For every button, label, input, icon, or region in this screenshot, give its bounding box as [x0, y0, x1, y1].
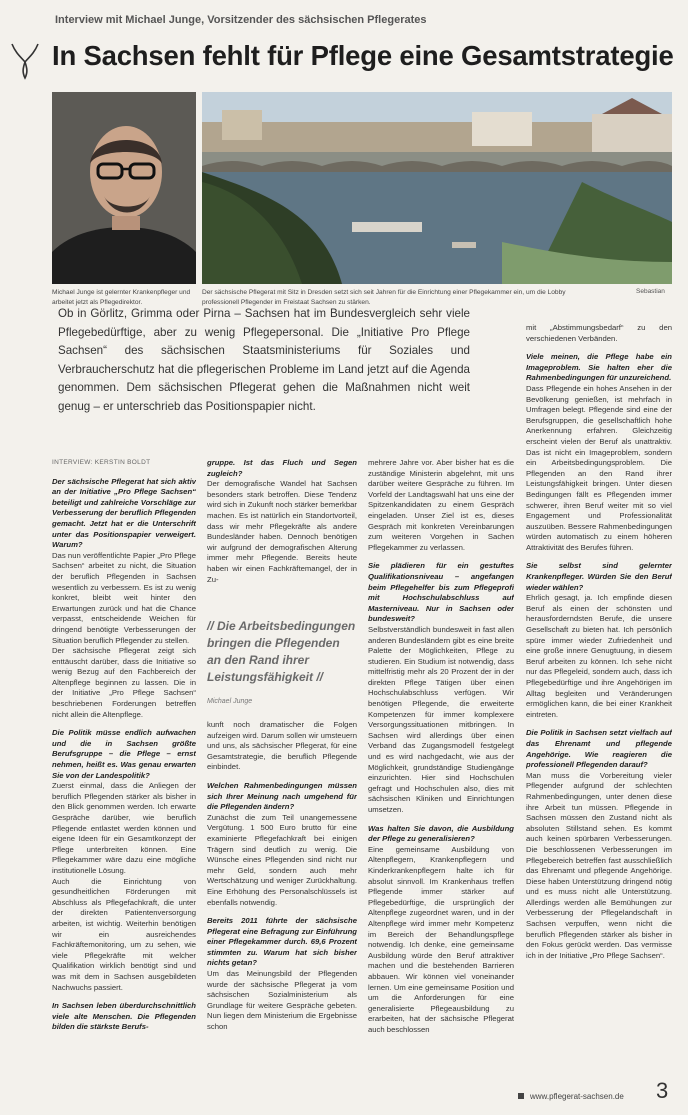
- interview-question: Welchen Rahmenbedingungen müssen sich Ihrer Meinung nach umgehend für die Pflegenden ändern?: [207, 780, 357, 812]
- portrait-photo: [52, 92, 196, 284]
- interview-answer: Auch die Einrichtung von gesundheitlichen Förderungen mit Abschluss als Pflegefachkraft, die unter der direkten Patientenversorgung arbeiten, ist wichtig. Weiterhin benötigen wir ein ausreichendes Fachkräftemonitoring, um zu sehen, wie viele Pflegekräfte mit welcher Qualifikation wirklich benötigt sind und was mit dem in Sachsen ausgebildeten Nachwuchs passiert.: [52, 876, 196, 992]
- interview-question: Bereits 2011 führte der sächsische Pflegerat eine Befragung zur Einführung einer Pflegekammer durch. 69,6 Prozent stimmten zu. Warum hat sich bisher nichts getan?: [207, 916, 357, 968]
- pull-quote-source: Michael Junge: [207, 698, 253, 705]
- article-column-2-continued: [207, 720, 357, 1090]
- interview-question: Die Politik müsse endlich aufwachen und die in Sachsen größte Berufsgruppe – die Pflege – ernst nehmen, heißt es. Was genau erwarten Sie von der Landespolitik?: [52, 728, 196, 780]
- interview-question: Die Politik in Sachsen setzt vielfach auf das Ehrenamt und pflegende Angehörige. Wie reagieren die professionell Pflegenden darauf?: [526, 728, 672, 770]
- article-column-4: [526, 323, 672, 1083]
- footer-url[interactable]: www.pflegerat-sachsen.de: [530, 1092, 624, 1101]
- dresden-caption: Der sächsische Pflegerat mit Sitz in Dresden setzt sich seit Jahren für die Einrichtung einer Pflegekammer ein, um die Lobby professionell Pflegender im Freistaat Sachsen zu stärken.: [202, 289, 566, 306]
- page-headline: In Sachsen fehlt für Pflege eine Gesamtstrategie: [52, 40, 674, 71]
- interview-answer: mit „Abstimmungsbedarf“ zu den verschiedenen Verbänden.: [526, 323, 672, 343]
- interview-question: Sie selbst sind gelernter Krankenpfleger. Würden Sie den Beruf wieder wählen?: [526, 561, 672, 592]
- interview-answer: Der demografische Wandel hat Sachsen besonders stark betroffen. Diese Tendenz wird sich in Zukunft noch stärker bemerkbar machen. Es ist natürlich ein Standortvorteil, dass wir mehr Pflegekräfte als andere Bundesländer haben. Dennoch benötigen wir aufgrund der demografischen Alterung immer mehr Pflegende. Bereits heute haben wir einen Fachkräftemangel, der in Zu-: [207, 479, 357, 584]
- interview-question: Sie plädieren für ein gestuftes Qualifikationsniveau – angefangen beim Pflegehelfer bis zum Pflegeprofi mit Hochschulabschluss auf Masterniveau. Nur in Sachsen oder bundesweit?: [368, 561, 514, 624]
- interview-question: gruppe. Ist das Fluch und Segen zugleich?: [207, 458, 357, 478]
- page-number: 3: [656, 1078, 669, 1103]
- interview-question: Was halten Sie davon, die Ausbildung der Pflege zu generalisieren?: [368, 823, 514, 844]
- pull-quote: // Die Arbeitsbedingungen bringen die Pflegenden an den Rand ihrer Leistungsfähigkeit //: [207, 619, 356, 684]
- interview-answer: Ehrlich gesagt, ja. Ich empfinde diesen Beruf als einen der schönsten und herausforderndsten Berufe, die unsere Gesellschaft zu bieten hat. Ich persönlich spüre immer wieder Zufriedenheit und eine große innere Genugtuung, in diesem Beruf arbeiten zu können. Ich sehe nicht nur das Pflegeleid, sondern auch, dass ich Pflegebedürftige und ihre Angehörigen im Alltag begleiten und Veränderungen ermöglichen kann, die bei einer Krankheit eintreten.: [526, 593, 672, 719]
- interview-answer: Um das Meinungsbild der Pflegenden wurde der sächsische Pflegerat ja vom sächsischen Sozialministerium als Grundlage für weitere Gespräche gebeten. Nun liegen dem Ministerium die Ergebnisse schon: [207, 969, 357, 1032]
- article-column-1: [52, 458, 196, 1090]
- portrait-caption: Michael Junge ist gelernter Krankenpfleger und arbeitet jetzt als Pflegedirektor.: [52, 289, 191, 306]
- interview-answer: Zunächst die zum Teil unangemessene Vergütung. 1 500 Euro brutto für eine examinierte Pflegefachkraft bei einigen Trägern sind deutlich zu wenig. Die Wünsche eines Pflegenden sind nicht nur mehr Geld, sondern auch mehr Wertschätzung und weniger Zurückhaltung. Eine Erhöhung des Personalschlüssels ist ebenfalls notwendig.: [207, 812, 357, 907]
- interview-question: Viele meinen, die Pflege habe ein Imageproblem. Sie halten eher die Rahmenbedingungen für unzureichend.: [526, 352, 672, 383]
- interview-answer: Der sächsische Pflegerat zeigt sich enttäuscht darüber, dass die Initiative so wenig Bezug auf den Fachbereich der Altenpflege beginnen zu lassen. Die in der Initiative „Pro Pflege Sachsen“ beschriebenen Forderungen betreffen nicht allein die Altenpflege.: [52, 646, 196, 719]
- dresden-photo: [202, 92, 672, 284]
- interview-answer: Eine gemeinsame Ausbildung von Altenpflegern, Krankenpflegern und Kinderkrankenpflegern halte ich für absolut sinnvoll. Im Krankenhaus treffen Pflegende immer stärker auf Pflegebedürftige, die ursprünglich der Altenpflege zugeordnet waren, und in der Altenpflege wird immer mehr Kompetenz im Bereich der Behandlungspflege notwendig. Ich denke, eine gemeinsame Ausbildung würde den Beruf attraktiver machen und die bestehenden Barrieren abbauen. Wir können viel voneinander lernen. Um eine gemeinsame Position und um die Anforderungen für eine generalisierte Pflegeausbildung zu erarbeiten, hat der sächsische Pflegerat auch beschlossen: [368, 844, 514, 1034]
- interview-answer: Dass Pflegende ein hohes Ansehen in der Bevölkerung genießen, ist mehrfach in Umfragen belegt. Pflegende sind eine der Berufsgruppen, die gesellschaftlich hohe Anerkennung erfahren. Gleichzeitig erscheint vielen der Beruf als unattraktiv. Das ist nicht ein Imageproblem, sondern ein Arbeitsbedingungsproblem. Die Pflegenden an den Rand ihrer Leistungsfähigkeit bringen. Unter diesen Bedingungen fällt es Pflegenden immer schwerer, ihren Beruf weiter mit so viel Engagement und Professionalität auszuüben. Bessere Rahmenbedingungen würden automatisch zu einem höheren Attraktivität des Berufes führen.: [526, 383, 672, 552]
- article-column-3: [368, 458, 514, 1090]
- interview-answer: mehrere Jahre vor. Aber bisher hat es die zuständige Ministerin abgelehnt, mit uns darüber weitere Gespräche zu führen. Im Vorfeld der Landtagswahl hat uns eine der Spitzenkandidaten zu einem Gespräch eingeladen. Unser Ziel ist es, dieses Gespräch mit konkreten Vereinbarungen zum weiteren Vorgehen in Sachen Pflegekammer zu verlassen.: [368, 458, 514, 552]
- interview-answer: Das nun veröffentlichte Papier „Pro Pflege Sachsen“ arbeitet zu nicht, die Situation der beruflich Pflegenden in Sachsen wesentlich zu verbessern. Es ist zu wenig konkret, bleibt weit hinter den Erwartungen zurück und hat die Chance verpasst, entscheidende Weichen für dringend benötigte Verbesserungen der Situation beruflich Pflegender zu stellen.: [52, 550, 196, 645]
- interview-answer: Selbstverständlich bundesweit in fast allen anderen Bundesländern gibt es eine breite Palette der Möglichkeiten, Pflege zu studieren. Ein Studium ist notwendig, dass mittelfristig mehr als 20 Prozent der in der direkten Pflege Tätigen über einen Hochschulabschluss verfügen. Wir benötigen Pflegende, die erweiterte Kompetenzen für immer komplexere Versorgungssituationen mitbringen. In Sachsen wird allerdings über einen Verband das Zugangsmodell festgelegt und es wird nachgedacht, wie aus der Möglichkeit, grundständige Studiengänge einzurichten. Hier sind Hochschulen gefragt und Hochschulen also, dies mit sächsischen Kliniken und Einrichtungen umsetzen.: [368, 624, 514, 814]
- article-column-2: [207, 458, 357, 608]
- lead-paragraph: Ob in Görlitz, Grimma oder Pirna – Sachsen hat im Bundesvergleich sehr viele Pflegebedürftige, aber zu wenig Pflegepersonal. Die „Initiative Pro Pflege Sachsen“ des sächsischen Staatsministeriums für Soziales und Verbraucherschutz hat die pflegerischen Probleme im Land jetzt auf die Agenda genommen. Dem sächsischen Pflegerat gehen die Maßnahmen nicht weit genug – er unterschrieb das Positionspapier nicht.: [58, 307, 470, 413]
- pflegerat-logo-icon: [8, 40, 42, 80]
- interview-author: INTERVIEW: KERSTIN BOLDT: [52, 459, 151, 466]
- interview-question: Der sächsische Pflegerat hat sich aktiv an der Initiative „Pro Pflege Sachsen“ beteiligt und zahlreiche Vorschläge zur Verbesserung der beruflich Pflegenden gemacht. Jetzt hat er die Unterschrift unter das Positionspapier verweigert. Warum?: [52, 476, 196, 550]
- photo-credit: Sebastian: [636, 288, 665, 295]
- footer-bullet-icon: [518, 1093, 524, 1099]
- interview-answer: Zuerst einmal, dass die Anliegen der beruflich Pflegenden stärker als bisher in den Blick genommen werden. Ich erwarte Gespräche darüber, wie beruflich Pflegende entlastet werden können und eigene Ideen für ein Gesamtkonzept der Pflege unterbreiten können. Eine Pflegekammer wäre dazu eine mögliche institutionelle Lösung.: [52, 781, 196, 875]
- interview-kicker: Interview mit Michael Junge, Vorsitzender des sächsischen Pflegerates: [55, 14, 427, 26]
- interview-answer: Man muss die Vorbereitung vieler Pflegender aufgrund der schlechten Rahmenbedingungen, unter denen diese ihre Arbeit tun müssen. Pflegende in Sachsen müssen den Zustand nicht als absoluten Stillstand sehen. Es kommt auch keinen spürbaren Verbesserungen. Die beschlossenen Verbesserungen im Pflegebereich betreffen fast ausschließlich das Ehrenamt und pflegende Angehörige. Diese haben Unterstützung dringend nötig und es muss nicht alle Unterstützung. Allerdings werden alle Bemühungen zur Verbesserung der Pflegelandschaft in Sachsen verpuffen, wenn nicht die beruflich Pflegenden stärker als bisher in den Fokus gerückt werden. Das vermisse ich in der Initiative „Pro Pflege Sachsen“.: [526, 770, 672, 960]
- interview-question: In Sachsen leben überdurchschnittlich viele alte Menschen. Die Pflegenden bilden die stärkste Berufs-: [52, 1001, 196, 1032]
- interview-answer: kunft noch dramatischer die Folgen aufzeigen wird. Darum sollen wir umsteuern und uns, als sächsischer Pflegerat, für eine Gesamtstrategie, die beruflich Pflegende einbindet.: [207, 720, 357, 772]
